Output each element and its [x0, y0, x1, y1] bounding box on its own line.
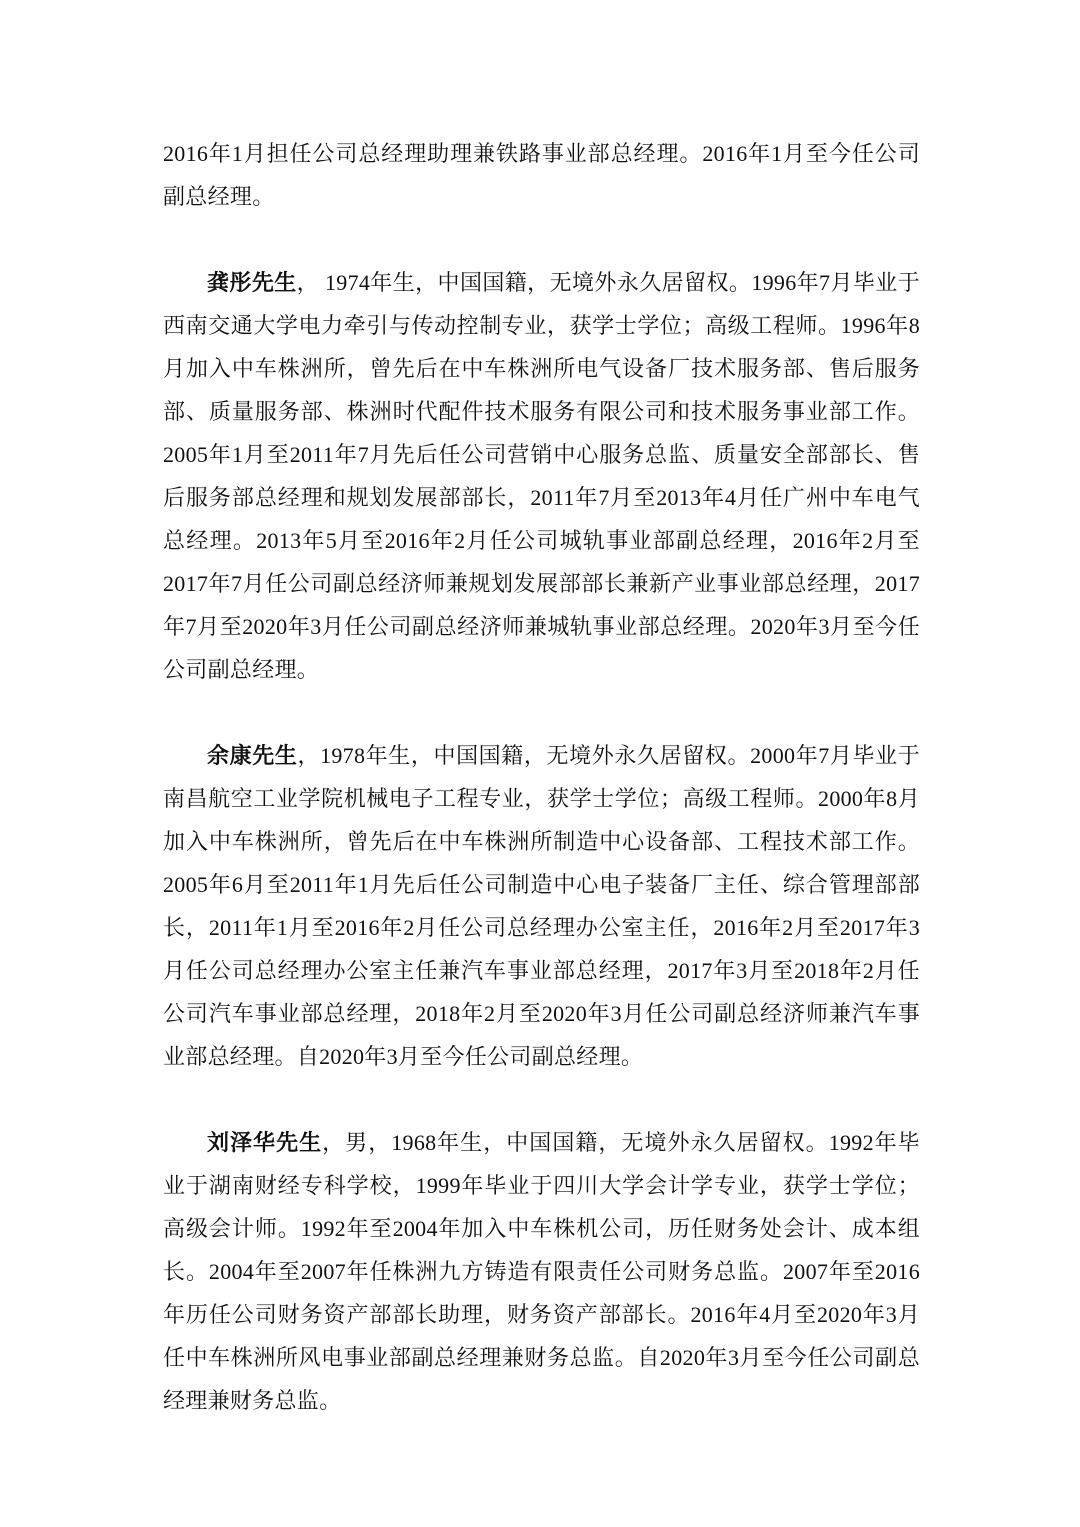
bio-paragraph-continuation — [163, 132, 920, 218]
person-name: 刘泽华先生 — [207, 1130, 323, 1155]
bio-paragraph-yu-kang — [163, 734, 920, 1078]
bio-paragraph-liu-zehua — [163, 1121, 920, 1422]
bio-text: ，男，1968年生，中国国籍，无境外永久居留权。1992年毕业于湖南财经专科学校，1999年毕业于四川大学会计学专业，获学士学位；高级会计师。1992年至2004年加入中车株机公司，历任财务处会计、成本组长。2004年至2007年任株洲九方铸造有限责任公司财务总监。2007年至2016年历任公司财务资产部部长助理，财务资产部部长。2016年4月至2020年3月任中车株洲所风电事业部副总经理兼财务总监。自2020年3月至今任公司副总经理兼财务总监。 — [163, 1130, 920, 1413]
person-name: 龚彤先生 — [207, 270, 297, 295]
bio-paragraph-gong-tong — [163, 261, 920, 691]
bio-text: 2016年1月担任公司总经理助理兼铁路事业部总经理。2016年1月至今任公司副总经理。 — [163, 141, 920, 209]
bio-text: ，1978年生，中国国籍，无境外永久居留权。2000年7月毕业于南昌航空工业学院机械电子工程专业，获学士学位；高级工程师。2000年8月加入中车株洲所，曾先后在中车株洲所制造中心设备部、工程技术部工作。2005年6月至2011年1月先后任公司制造中心电子装备厂主任、综合管理部部长，2011年1月至2016年2月任公司总经理办公室主任，2016年2月至2017年3月任公司总经理办公室主任兼汽车事业部总经理，2017年3月至2018年2月任公司汽车事业部总经理，2018年2月至2020年3月任公司副总经济师兼汽车事业部总经理。自2020年3月至今任公司副总经理。 — [163, 743, 920, 1069]
person-name: 余康先生 — [207, 743, 298, 768]
bio-text: ， 1974年生，中国国籍，无境外永久居留权。1996年7月毕业于西南交通大学电力牵引与传动控制专业，获学士学位；高级工程师。1996年8月加入中车株洲所，曾先后在中车株洲所电气设备厂技术服务部、售后服务部、质量服务部、株洲时代配件技术服务有限公司和技术服务事业部工作。2005年1月至2011年7月先后任公司营销中心服务总监、质量安全部部长、售后服务部总经理和规划发展部部长，2011年7月至2013年4月任广州中车电气总经理。2013年5月至2016年2月任公司城轨事业部副总经理，2016年2月至2017年7月任公司副总经济师兼规划发展部部长兼新产业事业部总经理，2017年7月至2020年3月任公司副总经济师兼城轨事业部总经理。2020年3月至今任公司副总经理。 — [163, 270, 920, 682]
